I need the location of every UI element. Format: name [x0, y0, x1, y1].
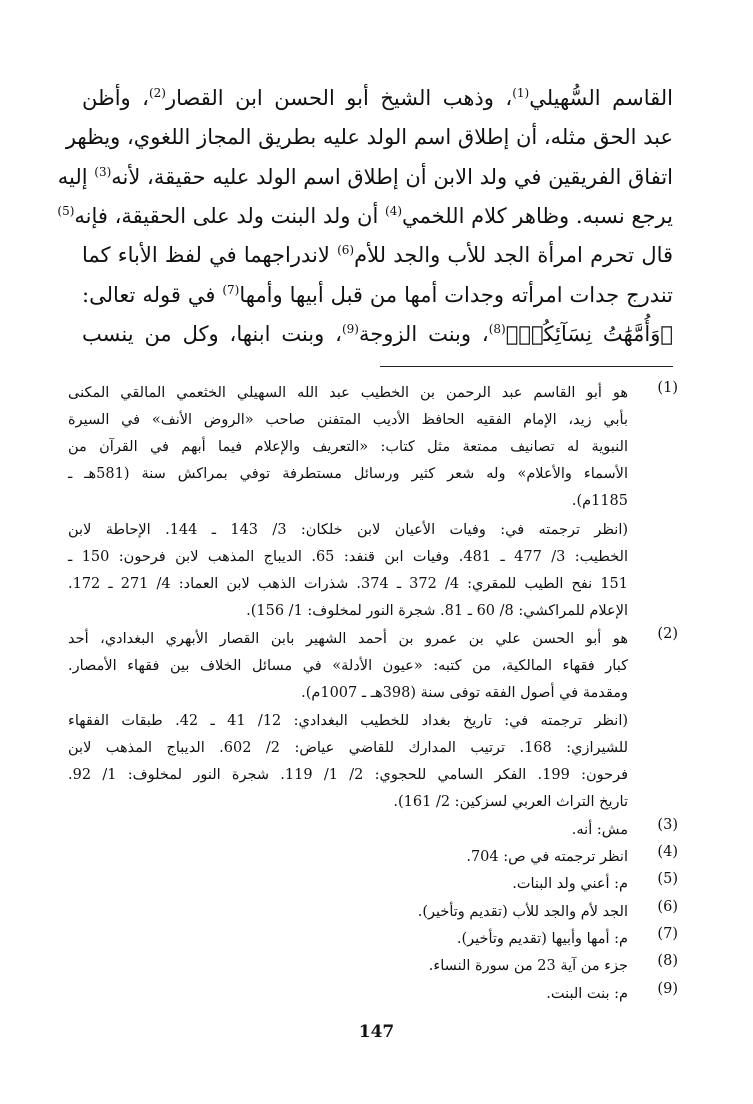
body-text-run: ، وبنت الزوجة — [358, 321, 489, 346]
footnote-ref: (1) — [512, 86, 530, 100]
footnote-line: تاريخ التراث العربي لسزكين: 2/ 161). — [393, 793, 628, 810]
footnote-line: جزء من آية 23 من سورة النساء. — [428, 958, 628, 975]
footnote-line: م: أمها وأبيها (تقديم وتأخير). — [456, 931, 628, 947]
footnote-line: 151 نفح الطيب للمقري: 4/ 372 ـ 374. شذرات الذهب لابن العماد: 4/ 271 ـ 172. — [68, 575, 628, 592]
body-text-run: ، وأظن — [82, 86, 149, 110]
body-text-run: يرجع نسبه. وظاهر كلام اللخمي — [402, 203, 673, 228]
footnote — [68, 899, 678, 926]
body-text-run: ، وبنت ابنها، وكل من ينسب — [82, 321, 342, 346]
body-text-run: في قوله تعالى: — [82, 282, 223, 307]
body-text-run: ، وذهب الشيخ أبو الحسن ابن القصار — [165, 86, 513, 110]
body-text-run: لاندراجهما في لفظ الأباء كما — [82, 243, 338, 268]
footnote-number: (7) — [657, 926, 678, 942]
footnote-line: هو أبو القاسم عبد الرحمن بن الخطيب عبد الله السهيلي الخثعمي المالقي المكنى — [68, 385, 628, 401]
body-line — [82, 78, 673, 118]
body-line — [57, 196, 673, 236]
body-line — [65, 117, 673, 157]
footnote-line: (انظر ترجمته في: وفيات الأعيان لابن خلكان: 3/ 143 ـ 144. الإحاطة لابن — [68, 521, 629, 538]
footnote-line: م: أعني ولد البنات. — [512, 876, 628, 893]
footnote-ref: (8) — [488, 321, 506, 336]
footnote-number: (5) — [657, 871, 678, 888]
footnote-ref: (9) — [341, 321, 359, 336]
footnote-ref: (3) — [94, 164, 112, 179]
body-line — [82, 275, 673, 315]
footnote-number: (2) — [657, 625, 678, 642]
footnote-number: (8) — [657, 953, 678, 970]
footnote-number: (9) — [657, 980, 678, 997]
footnote-number: (4) — [657, 844, 678, 861]
footnote — [68, 817, 678, 844]
body-text-run: اتفاق الفريقين في ولد الابن أن إطلاق اسم الولد عليه حقيقة، لأنه — [111, 164, 673, 189]
footnote-ref: (5) — [57, 203, 75, 218]
footnote — [68, 380, 678, 517]
footnote-line: كبار فقهاء المالكية، من كتبه: «عيون الأدلة» في مسائل الخلاف بين فقهاء الأمصار. — [68, 657, 628, 674]
body-text-run: القاسم السُّهيلي — [529, 86, 673, 110]
footnote — [68, 926, 678, 953]
footnote-line: م: بنت البنت. — [546, 985, 628, 1002]
body-line — [57, 157, 673, 197]
footnote-line: النبوية له تصانيف ممتعة مثل كتاب: «التعريف والإعلام فيما أبهم في القرآن من — [68, 439, 628, 455]
footnote — [68, 844, 678, 871]
page-number: 147 — [358, 1022, 395, 1042]
footnote — [68, 517, 678, 626]
footnote-line: فرحون: 199. الفكر السامي للحجوي: 2/ 1/ 119. شجرة النور لمخلوف: 1/ 92. — [68, 766, 629, 783]
footnote — [68, 981, 678, 1008]
footnote-line: الإعلام للمراكشي: 8/ 60 ـ 81. شجرة النور لمخلوف: 1/ 156). — [246, 602, 628, 619]
footnote-line: انظر ترجمته في ص: 704. — [466, 849, 628, 866]
footnote-ref: (2) — [148, 86, 166, 100]
footnote-line: للشيرازي: 168. ترتيب المدارك للقاضي عياض: 2/ 602. الديباج المذهب لابن — [68, 739, 628, 756]
body-text-run: عبد الحق مثله، أن إطلاق اسم الولد عليه بطريق المجاز اللغوي، ويظهر — [65, 125, 673, 150]
body-text-run: تندرج جدات امرأته وجدات أمها من قبل أبيها وأمها — [239, 282, 674, 307]
body-line — [82, 314, 673, 354]
footnote-ref: (6) — [337, 243, 355, 258]
footnote — [68, 708, 678, 817]
footnote-line: (انظر ترجمته في: تاريخ بغداد للخطيب البغدادي: 12/ 41 ـ 42. طبقات الفقهاء — [68, 712, 629, 729]
footnote-line: مش: أنه. — [571, 821, 628, 838]
footnote-ref: (4) — [385, 203, 403, 218]
footnote-number: (6) — [657, 898, 678, 915]
footnote-line: الجد لأم والجد للأب (تقديم وتأخير). — [417, 903, 628, 920]
footnote-line: بأبي زيد، الإمام الفقيه الحافظ الأديب المتفنن صاحب «الروض الأنف» في السيرة — [68, 412, 628, 428]
footnote-number: (1) — [657, 380, 678, 396]
footnote-ref: (7) — [222, 282, 240, 297]
footnote-line: هو أبو الحسن علي بن عمرو بن أحمد الشهير بابن القصار الأبهري البغدادي، أحد — [68, 630, 628, 647]
footnote-line: الأسماء والأعلام» وله شعر كثير ورسائل مستطرفة توفي بمراكش سنة (581هـ ـ — [68, 466, 628, 482]
body-text-run: إليه — [57, 164, 95, 189]
footnote-line: الخطيب: 3/ 477 ـ 481. وفيات ابن قنفد: 65. الديباج المذهب لابن فرحون: 150 ـ — [68, 548, 629, 565]
footnote-number: (3) — [657, 816, 678, 833]
footnote — [68, 953, 678, 980]
footnote-line: ومقدمة في أصول الفقه توفى سنة (398هـ ـ 1007م). — [301, 684, 628, 701]
footnote — [68, 626, 678, 708]
body-text-run: قال تحرم امرأة الجد للأب والجد للأم — [354, 243, 674, 268]
footnote-line: 1185م). — [571, 493, 628, 509]
footnote — [68, 871, 678, 898]
body-text-run: أن ولد البنت ولد على الحقيقة، فإنه — [74, 203, 385, 228]
body-text-run: ﴿وَأُمَّهَٰتُ نِسَآئِكُمۡ﴾ — [505, 321, 673, 346]
footnote-divider — [380, 366, 673, 367]
body-line — [82, 235, 673, 275]
